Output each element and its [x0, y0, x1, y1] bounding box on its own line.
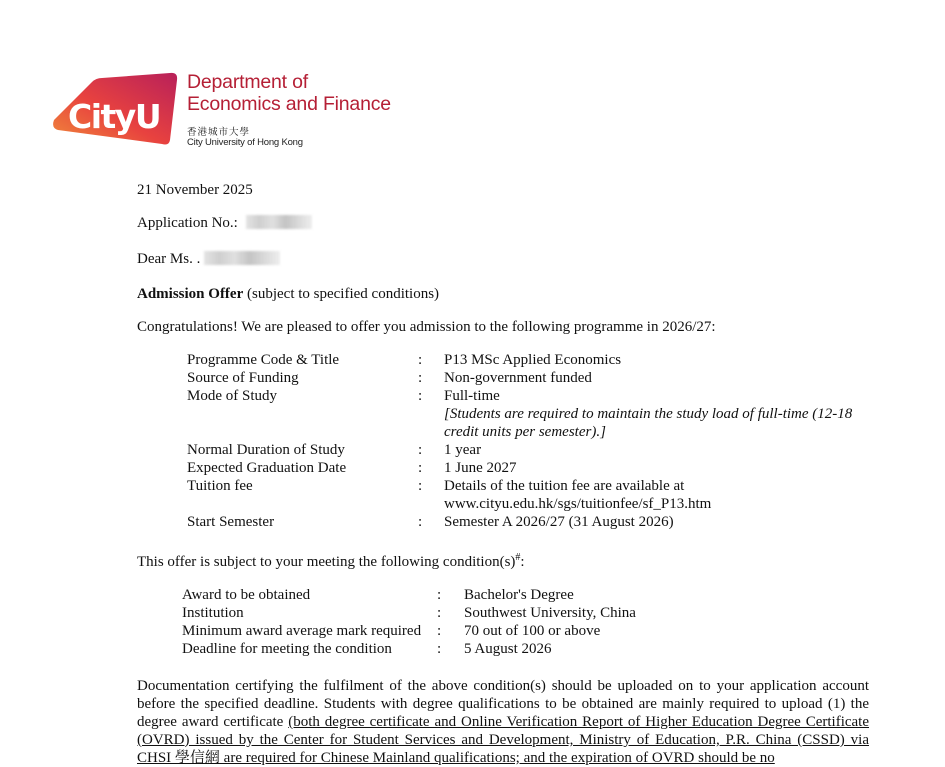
- conditions-intro: [137, 553, 525, 571]
- row-separator: :: [418, 460, 423, 476]
- salutation-text: Dear Ms. .: [137, 251, 201, 267]
- row-value: Semester A 2026/27 (31 August 2026): [444, 514, 674, 530]
- row-label: Source of Funding: [187, 370, 299, 386]
- row-separator: :: [418, 478, 423, 494]
- table-row: [187, 369, 852, 387]
- row-label: Mode of Study: [187, 388, 277, 404]
- study-load-note-line-1: [Students are required to maintain the study load of full-time (12-18: [444, 406, 853, 422]
- table-row: [187, 351, 852, 369]
- logo-text: CityU: [68, 97, 161, 136]
- redacted-application-number: [246, 215, 312, 229]
- application-number: [137, 214, 312, 232]
- row-label: Institution: [182, 605, 244, 621]
- row-value: Non-government funded: [444, 370, 592, 386]
- documentation-text: Documentation certifying the fulfilment of the above condition(s) should be uploaded on to your application account before the specified deadline. Students with degree qualifications to be obtained are mainly required to upload (1) the degree award certificate: [137, 678, 869, 730]
- application-label: Application No.:: [137, 215, 238, 231]
- row-separator: :: [418, 442, 423, 458]
- table-row: [187, 441, 852, 459]
- subject-line: [137, 285, 439, 303]
- letter-date: 21 November 2025: [137, 182, 253, 198]
- row-separator: :: [437, 587, 442, 603]
- row-value: Bachelor's Degree: [464, 587, 574, 603]
- row-value: P13 MSc Applied Economics: [444, 352, 622, 368]
- conditions-intro-text: This offer is subject to your meeting the following condition(s): [137, 554, 516, 570]
- row-separator: :: [437, 605, 442, 621]
- department-line-1: Department of: [187, 71, 308, 93]
- row-value: 5 August 2026: [464, 641, 552, 657]
- department-name: [187, 71, 391, 115]
- redacted-name: [204, 251, 280, 265]
- row-label: Expected Graduation Date: [187, 460, 347, 476]
- row-separator: :: [418, 370, 423, 386]
- row-label: Award to be obtained: [182, 587, 311, 603]
- row-label: Normal Duration of Study: [187, 442, 345, 458]
- row-separator: :: [418, 388, 423, 404]
- intro-text: Congratulations! We are pleased to offer you admission to the following programme in 2026/27:: [137, 319, 716, 335]
- subject-title: Admission Offer: [137, 286, 244, 302]
- row-value-group: [444, 477, 711, 513]
- conditions-colon: :: [520, 554, 525, 570]
- row-label: Deadline for meeting the condition: [182, 641, 392, 657]
- row-value: 1 year: [444, 442, 482, 458]
- row-label: Tuition fee: [187, 478, 253, 494]
- programme-details-table: [187, 351, 852, 531]
- subject-note: (subject to specified conditions): [243, 286, 440, 302]
- documentation-paragraph: [137, 677, 869, 767]
- table-row: [182, 604, 636, 622]
- conditions-footnote-mark: #: [515, 552, 521, 563]
- study-load-note-line-2: credit units per semester).]: [444, 424, 606, 440]
- row-separator: :: [418, 352, 423, 368]
- salutation: [137, 250, 280, 268]
- tuition-fee-link[interactable]: www.cityu.edu.hk/sgs/tuitionfee/sf_P13.htm: [444, 496, 712, 512]
- row-value: Southwest University, China: [464, 605, 636, 621]
- row-value: Full-time: [444, 388, 500, 404]
- row-value: Details of the tuition fee are available at: [444, 478, 685, 494]
- row-value-group: [444, 387, 852, 441]
- row-separator: :: [437, 623, 442, 639]
- table-row: [187, 477, 852, 513]
- documentation-requirements-underlined: (both degree certificate and Online Verification Report of Higher Education Degree Certificate (OVRD) issued by the Center for Student Services and Development, Ministry of Education, P.R. China (CSSD) via CHSI 學信網 are required for Chinese Mainland qualifications; and the expiration of OVRD should be no: [137, 714, 869, 766]
- row-value: 1 June 2027: [444, 460, 517, 476]
- table-row: [182, 640, 636, 658]
- table-row: [187, 459, 852, 477]
- conditions-table: [182, 586, 636, 658]
- row-separator: :: [437, 641, 442, 657]
- department-line-2: Economics and Finance: [187, 93, 391, 115]
- row-label: Programme Code & Title: [187, 352, 340, 368]
- row-label: Minimum award average mark required: [182, 623, 422, 639]
- row-value: 70 out of 100 or above: [464, 623, 601, 639]
- table-row: [182, 586, 636, 604]
- cityu-logo: [52, 70, 182, 150]
- row-separator: :: [418, 514, 423, 530]
- table-row: [187, 387, 852, 441]
- row-label: Start Semester: [187, 514, 275, 530]
- university-name-english: City University of Hong Kong: [187, 137, 303, 148]
- university-name-chinese: 香港城市大學: [187, 127, 251, 138]
- table-row: [182, 622, 636, 640]
- table-row: [187, 513, 852, 531]
